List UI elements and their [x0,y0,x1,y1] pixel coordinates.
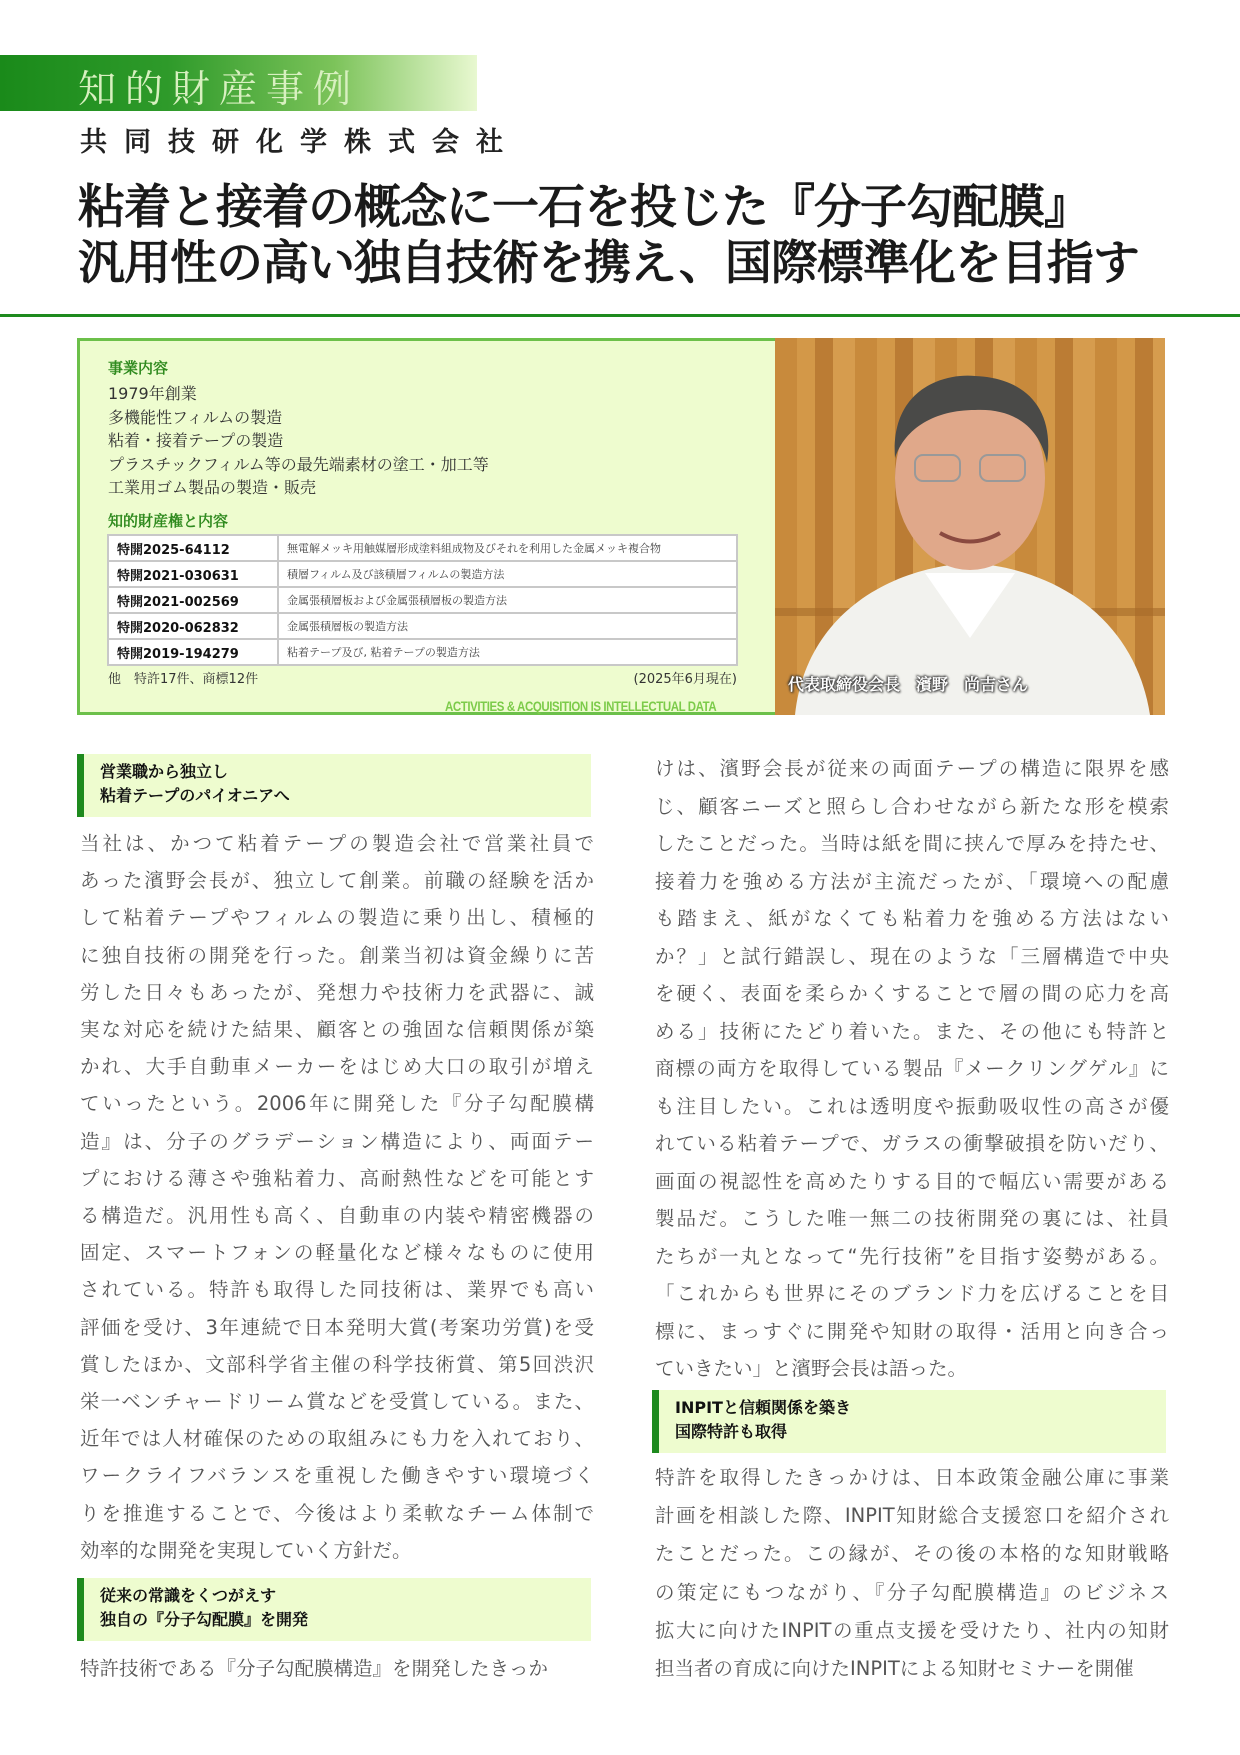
ip-date: (2025年6月現在) [600,668,737,687]
paragraph-line: 実な対応を続けた結果、顧客との強固な信頼関係が築 [80,1011,594,1048]
ip-table [107,534,738,666]
patent-number: 特開2021-030631 [108,561,278,587]
paragraph-line: 担当者の育成に向けたINPITによる知財セミナーを開催 [655,1650,1169,1687]
paragraph-line: プにおける薄さや強粘着力、高耐熱性などを可能とす [80,1160,594,1197]
series-label: 知的財産事例 [78,58,360,113]
photo-caption: 代表取締役会長 濱野 尚吉さん [788,672,1028,695]
table-row [108,613,737,639]
paragraph-line: 効率的な開発を実現していく方針だ。 [80,1532,594,1569]
paragraph-line: 画面の視認性を高めたりする目的で幅広い需要がある [655,1163,1169,1200]
paragraph-line: 栄一ベンチャードリーム賞などを受賞している。また、 [80,1383,594,1420]
paragraph-line: 商標の両方を取得している製品『メークリングゲル』に [655,1050,1169,1087]
company-name: 共同技研化学株式会社 [80,120,520,159]
paragraph-line: けは、濱野会長が従来の両面テープの構造に限界を感 [655,750,1169,787]
tagline: ACTIVITIES & ACQUISITION IS INTELLECTUAL DATA [445,698,716,714]
paragraph-line: りを推進することで、今後はより柔軟なチーム体制で [80,1495,594,1532]
section-heading-1 [77,754,591,817]
headline-line-1: 粘着と接着の概念に一石を投じた『分子勾配膜』 [78,170,1090,237]
paragraph-line: 特許を取得したきっかけは、日本政策金融公庫に事業 [655,1459,1169,1496]
paragraph-line: じ、顧客ニーズと照らし合わせながら新たな形を模索 [655,788,1169,825]
paragraph-line: されている。特許も取得した同技術は、業界でも高い [80,1271,594,1308]
business-list [108,382,489,500]
portrait-image [775,338,1165,715]
paragraph-line: ていきたい」と濱野会長は語った。 [655,1350,1169,1387]
headline-line-2: 汎用性の高い独自技術を携え、国際標準化を目指す [78,226,1139,293]
patent-title: 粘着テープ及び, 粘着テープの製造方法 [278,639,737,665]
paragraph-line: したことだった。当時は紙を間に挟んで厚みを持たせ、 [655,825,1169,862]
paragraph-line: ワークライフバランスを重視した働きやすい環境づく [80,1457,594,1494]
paragraph-line: も踏まえ、紙がなくても粘着力を強める方法はない [655,900,1169,937]
paragraph-line: 労した日々もあったが、発想力や技術力を武器に、誠 [80,974,594,1011]
patent-title: 無電解メッキ用触媒層形成塗料組成物及びそれを利用した金属メッキ複合物 [278,535,737,561]
paragraph-line: かれ、大手自動車メーカーをはじめ大口の取引が増え [80,1048,594,1085]
paragraph-line: を硬く、表面を柔らかくすることで層の間の応力を高 [655,975,1169,1012]
paragraph-line: 当社は、かつて粘着テープの製造会社で営業社員で [80,825,594,862]
paragraph-line: 「これからも世界にそのブランド力を広げることを目 [655,1275,1169,1312]
patent-number: 特開2021-002569 [108,587,278,613]
business-item: 工業用ゴム製品の製造・販売 [108,476,489,500]
paragraph-line: 固定、スマートフォンの軽量化など様々なものに使用 [80,1234,594,1271]
paragraph-line: も注目したい。これは透明度や振動吸収性の高さが優 [655,1088,1169,1125]
heading-line: 国際特許も取得 [675,1420,1166,1444]
patent-title: 金属張積層板および金属張積層板の製造方法 [278,587,737,613]
paragraph-line: あった濱野会長が、独立して創業。前職の経験を活か [80,862,594,899]
paragraph-line: る構造だ。汎用性も高く、自動車の内装や精密機器の [80,1197,594,1234]
paragraph-line: 賞したほか、文部科学省主催の科学技術賞、第5回渋沢 [80,1346,594,1383]
ip-heading: 知的財産権と内容 [108,510,228,531]
paragraph-line: 標に、まっすぐに開発や知財の取得・活用と向き合っ [655,1313,1169,1350]
table-row [108,639,737,665]
paragraph-line: 評価を受け、3年連続で日本発明大賞(考案功労賞)を受 [80,1309,594,1346]
heading-line: 従来の常識をくつがえす [100,1584,591,1608]
heading-line: 独自の『分子勾配膜』を開発 [100,1608,591,1632]
heading-line: INPITと信頼関係を築き [675,1396,1166,1420]
paragraph-line: れている粘着テープで、ガラスの衝撃破損を防いだり、 [655,1125,1169,1162]
paragraph-line: たちが一丸となって“先行技術”を目指す姿勢がある。 [655,1238,1169,1275]
table-row [108,561,737,587]
paragraph-line: 拡大に向けたINPITの重点支援を受けたり、社内の知財 [655,1612,1169,1649]
business-item: 多機能性フィルムの製造 [108,406,489,430]
business-item: プラスチックフィルム等の最先端素材の塗工・加工等 [108,453,489,477]
table-row [108,587,737,613]
paragraph-line: 接着力を強める方法が主流だったが、「環境への配慮 [655,863,1169,900]
paragraph-line: める」技術にたどり着いた。また、その他にも特許と [655,1013,1169,1050]
patent-number: 特開2019-194279 [108,639,278,665]
patent-number: 特開2025-64112 [108,535,278,561]
section-heading-2 [77,1578,591,1641]
patent-number: 特開2020-062832 [108,613,278,639]
paragraph-line: して粘着テープやフィルムの製造に乗り出し、積極的 [80,899,594,936]
paragraph-line: 造』は、分子のグラデーション構造により、両面テー [80,1123,594,1160]
chairman-photo [775,338,1165,715]
table-row [108,535,737,561]
ip-other-count: 他 特許17件、商標12件 [108,668,258,687]
patent-title: 積層フィルム及び該積層フィルムの製造方法 [278,561,737,587]
paragraph-line: 特許技術である『分子勾配膜構造』を開発したきっか [80,1650,594,1687]
paragraph-line: 近年では人材確保のための取組みにも力を入れており、 [80,1420,594,1457]
paragraph-line: に独自技術の開発を行った。創業当初は資金繰りに苦 [80,937,594,974]
paragraph-line: の策定にもつながり、『分子勾配膜構造』のビジネス [655,1574,1169,1611]
section-heading-3 [652,1390,1166,1453]
heading-line: 営業職から独立し [100,760,591,784]
business-item: 粘着・接着テープの製造 [108,429,489,453]
paragraph-line: 計画を相談した際、INPIT知財総合支援窓口を紹介され [655,1497,1169,1534]
business-item: 1979年創業 [108,382,489,406]
paragraph-line: たことだった。この縁が、その後の本格的な知財戦略 [655,1535,1169,1572]
patent-title: 金属張積層板の製造方法 [278,613,737,639]
business-heading: 事業内容 [108,357,168,378]
divider [0,314,1240,317]
paragraph-line: 製品だ。こうした唯一無二の技術開発の裏には、社員 [655,1200,1169,1237]
paragraph-line: か？」と試行錯誤し、現在のような「三層構造で中央 [655,938,1169,975]
heading-line: 粘着テープのパイオニアへ [100,784,591,808]
paragraph-line: ていったという。2006年に開発した『分子勾配膜構 [80,1085,594,1122]
